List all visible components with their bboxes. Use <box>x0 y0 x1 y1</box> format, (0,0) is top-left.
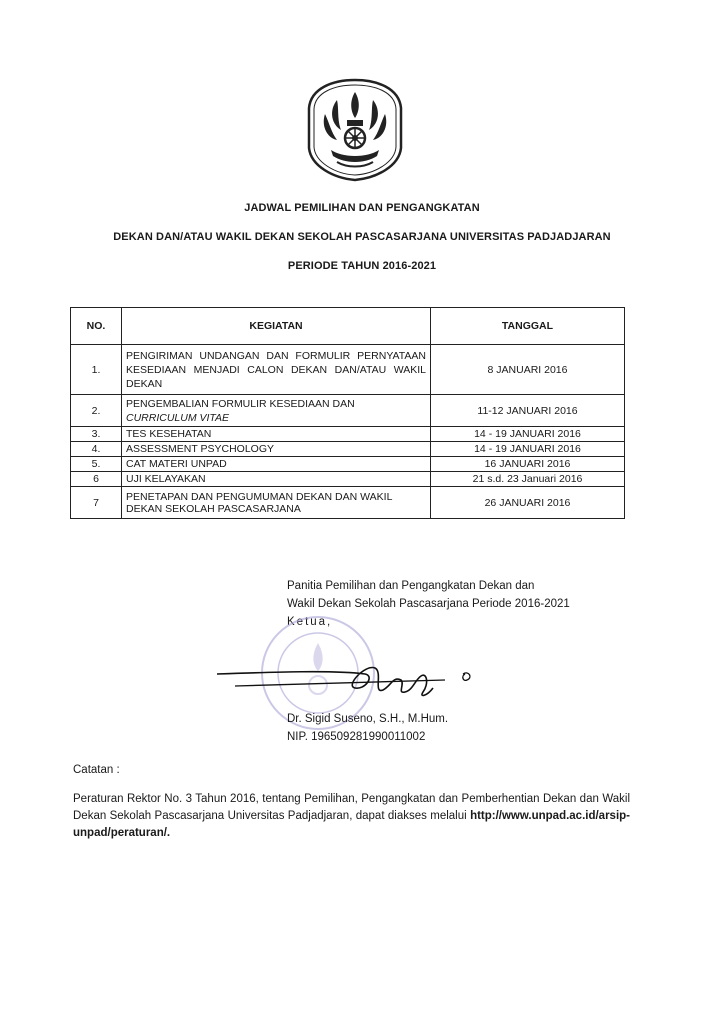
row-kegiatan: TES KESEHATAN <box>122 427 431 442</box>
row-tanggal: 11-12 JANUARI 2016 <box>431 395 625 427</box>
note-label: Catatan : <box>73 764 120 776</box>
row-no: 1. <box>71 345 122 395</box>
row-kegiatan: UJI KELAYAKAN <box>122 472 431 487</box>
signature <box>215 650 495 710</box>
row-no: 3. <box>71 427 122 442</box>
row-tanggal: 26 JANUARI 2016 <box>431 487 625 519</box>
row-kegiatan: ASSESSMENT PSYCHOLOGY <box>122 442 431 457</box>
table-row <box>71 457 625 472</box>
row-tanggal: 8 JANUARI 2016 <box>431 345 625 395</box>
title-line-2: DEKAN DAN/ATAU WAKIL DEKAN SEKOLAH PASCASARJANA UNIVERSITAS PADJADJARAN <box>113 231 611 243</box>
row-kegiatan <box>122 395 431 427</box>
row-no: 7 <box>71 487 122 519</box>
row-tanggal: 14 - 19 JANUARI 2016 <box>431 442 625 457</box>
university-logo <box>307 78 403 182</box>
note-body: Peraturan Rektor No. 3 Tahun 2016, tentang Pemilihan, Pengangkatan dan Pemberhentian Dekan dan Wakil Dekan Sekolah Pascasarjana Universitas Padjadjaran, dapat diakses melalui <box>73 793 630 822</box>
committee-role: Ketua, <box>287 616 333 628</box>
table-row <box>71 487 625 519</box>
header-no: NO. <box>71 308 122 345</box>
row-kegiatan-italic: CURRICULUM VITAE <box>126 411 230 424</box>
note-link[interactable]: http://www.unpad.ac.id/arsip-unpad/peraturan/. <box>73 810 631 839</box>
title-line-1: JADWAL PEMILIHAN DAN PENGANGKATAN <box>244 202 480 214</box>
row-tanggal: 21 s.d. 23 Januari 2016 <box>431 472 625 487</box>
note-text <box>73 791 630 842</box>
row-tanggal: 16 JANUARI 2016 <box>431 457 625 472</box>
signatory-name: Dr. Sigid Suseno, S.H., M.Hum. <box>287 713 449 725</box>
header-kegiatan: KEGIATAN <box>122 308 431 345</box>
row-no: 2. <box>71 395 122 427</box>
row-kegiatan: PENETAPAN DAN PENGUMUMAN DEKAN DAN WAKIL DEKAN SEKOLAH PASCASARJANA <box>122 487 431 519</box>
row-kegiatan: CAT MATERI UNPAD <box>122 457 431 472</box>
table-row <box>71 427 625 442</box>
table-header-row <box>71 308 625 345</box>
committee-line-2: Wakil Dekan Sekolah Pascasarjana Periode 2016-2021 <box>287 598 570 610</box>
table-row <box>71 442 625 457</box>
schedule-table <box>70 307 625 519</box>
row-kegiatan: PENGIRIMAN UNDANGAN DAN FORMULIR PERNYATAAN KESEDIAAN MENJADI CALON DEKAN DAN/ATAU WAKIL DEKAN <box>122 345 431 395</box>
row-kegiatan-text: PENGEMBALIAN FORMULIR KESEDIAAN DAN <box>126 397 355 410</box>
row-no: 6 <box>71 472 122 487</box>
row-no: 5. <box>71 457 122 472</box>
title-line-3: PERIODE TAHUN 2016-2021 <box>287 260 437 272</box>
row-tanggal: 14 - 19 JANUARI 2016 <box>431 427 625 442</box>
table-row <box>71 472 625 487</box>
committee-line-1: Panitia Pemilihan dan Pengangkatan Dekan dan <box>287 580 535 592</box>
header-tanggal: TANGGAL <box>431 308 625 345</box>
row-no: 4. <box>71 442 122 457</box>
table-row <box>71 395 625 427</box>
table-row <box>71 345 625 395</box>
signatory-nip: NIP. 196509281990011002 <box>287 731 426 743</box>
